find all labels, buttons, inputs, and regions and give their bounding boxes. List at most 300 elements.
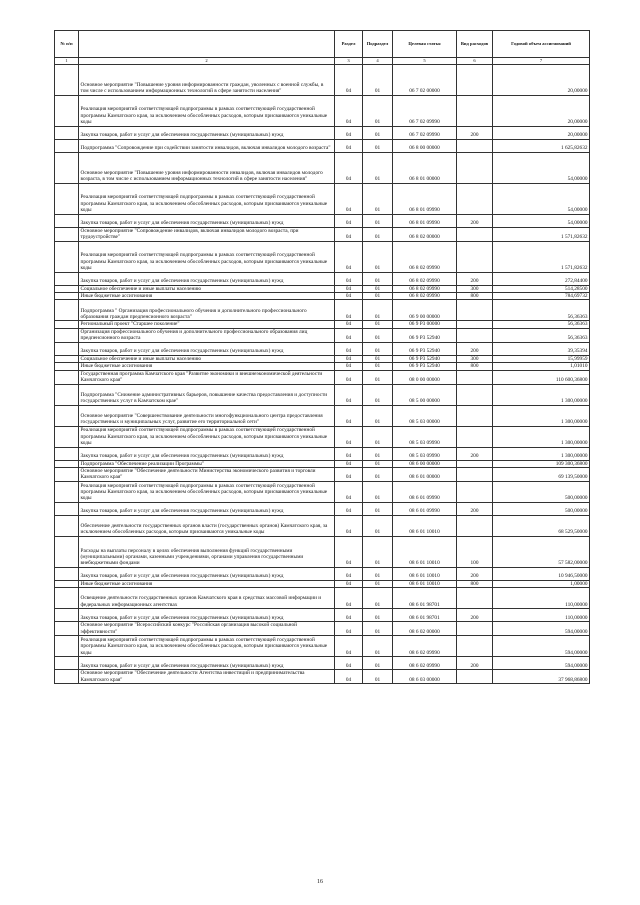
row-name-cell: Закупка товаров, работ и услуг для обеспечения государственных (муниципальных) нужд xyxy=(79,342,335,355)
row-subsection-cell: 01 xyxy=(363,670,393,684)
row-section-cell: 04 xyxy=(335,152,363,183)
row-target-item-cell: 06 9 00 00000 xyxy=(393,300,457,321)
row-expense-type-cell: 200 xyxy=(457,272,493,285)
row-target-item-cell: 08 6 01 98701 xyxy=(393,588,457,609)
row-number-cell xyxy=(55,609,79,622)
row-number-cell xyxy=(55,126,79,139)
table-row xyxy=(55,300,590,321)
table-row xyxy=(55,670,590,684)
row-name-cell: Подпрограмма "Обеспечение реализации Программы" xyxy=(79,460,335,467)
table-row xyxy=(55,657,590,670)
row-name-cell: Закупка товаров, работ и услуг для обеспечения государственных (муниципальных) нужд xyxy=(79,609,335,622)
row-name-cell: Закупка товаров, работ и услуг для обеспечения государственных (муниципальных) нужд xyxy=(79,126,335,139)
row-name-cell: Основное мероприятие "Совершенствование деятельности многофункционального центра предоставления государственных и муниципальных услуг, развитие его территориальной сети" xyxy=(79,405,335,426)
row-amount-cell: 110,00000 xyxy=(493,588,590,609)
row-subsection-cell: 01 xyxy=(363,292,393,299)
row-target-item-cell: 06 8 01 09990 xyxy=(393,183,457,214)
row-subsection-cell: 01 xyxy=(363,342,393,355)
row-number-cell xyxy=(55,321,79,328)
row-subsection-cell: 01 xyxy=(363,152,393,183)
row-number-cell xyxy=(55,580,79,587)
row-expense-type-cell xyxy=(457,328,493,342)
column-number: 7 xyxy=(493,58,590,65)
row-target-item-cell: 08 6 01 10010 xyxy=(393,580,457,587)
row-amount-cell: 39,35394 xyxy=(493,342,590,355)
row-subsection-cell: 01 xyxy=(363,588,393,609)
row-amount-cell: 784,69732 xyxy=(493,292,590,299)
row-name-cell: Закупка товаров, работ и услуг для обеспечения государственных (муниципальных) нужд xyxy=(79,567,335,580)
row-section-cell: 04 xyxy=(335,426,363,447)
row-number-cell xyxy=(55,227,79,241)
row-subsection-cell: 01 xyxy=(363,95,393,126)
row-name-cell: Закупка товаров, работ и услуг для обеспечения государственных (муниципальных) нужд xyxy=(79,447,335,460)
row-target-item-cell: 06 7 02 09990 xyxy=(393,126,457,139)
row-amount-cell: 54,00000 xyxy=(493,152,590,183)
row-subsection-cell: 01 xyxy=(363,536,393,567)
table-row xyxy=(55,321,590,328)
row-name-cell: Закупка товаров, работ и услуг для обеспечения государственных (муниципальных) нужд xyxy=(79,272,335,285)
header-subsection: Подраздел xyxy=(363,31,393,58)
row-name-cell: Реализация мероприятий соответствующей подпрограммы в рамках соответствующей государственной программы Камчатского края, за исключением обособленных расходов, которым присваиваются уникальные коды xyxy=(79,241,335,272)
row-subsection-cell: 01 xyxy=(363,64,393,95)
row-section-cell: 04 xyxy=(335,636,363,657)
row-number-cell xyxy=(55,536,79,567)
row-amount-cell: 500,00000 xyxy=(493,502,590,515)
column-number: 2 xyxy=(79,58,335,65)
row-number-cell xyxy=(55,670,79,684)
column-number: 6 xyxy=(457,58,493,65)
header-annual-amount: Годовой объем ассигнований xyxy=(493,31,590,58)
column-number: 4 xyxy=(363,58,393,65)
row-target-item-cell: 08 6 01 10010 xyxy=(393,567,457,580)
row-number-cell xyxy=(55,241,79,272)
row-expense-type-cell xyxy=(457,384,493,405)
row-subsection-cell: 01 xyxy=(363,622,393,636)
row-target-item-cell: 08 6 03 00000 xyxy=(393,670,457,684)
row-target-item-cell: 08 6 01 09990 xyxy=(393,502,457,515)
row-name-cell: Основное мероприятие "Обеспечение деятельности Агентства инвестиций и предпринимательства Камчатского края" xyxy=(79,670,335,684)
row-name-cell: Подпрограмма " Организация профессионального обучения и дополнительного профессионального образования граждан предпенсионного возраста" xyxy=(79,300,335,321)
budget-table xyxy=(54,30,590,684)
row-section-cell: 04 xyxy=(335,468,363,482)
row-subsection-cell: 01 xyxy=(363,405,393,426)
row-subsection-cell: 01 xyxy=(363,515,393,536)
table-row xyxy=(55,214,590,227)
row-amount-cell: 54,00000 xyxy=(493,183,590,214)
row-expense-type-cell xyxy=(457,405,493,426)
row-subsection-cell: 01 xyxy=(363,609,393,622)
row-section-cell: 04 xyxy=(335,328,363,342)
row-section-cell: 04 xyxy=(335,384,363,405)
row-target-item-cell: 06 8 02 00000 xyxy=(393,227,457,241)
row-target-item-cell: 06 9 P3 00000 xyxy=(393,321,457,328)
row-expense-type-cell xyxy=(457,300,493,321)
table-row xyxy=(55,567,590,580)
row-target-item-cell: 08 5 00 00000 xyxy=(393,384,457,405)
row-number-cell xyxy=(55,447,79,460)
row-section-cell: 04 xyxy=(335,64,363,95)
row-name-cell: Реализация мероприятий соответствующей подпрограммы в рамках соответствующей государственной программы Камчатского края, за исключением обособленных расходов, которым присваиваются уникальные коды xyxy=(79,426,335,447)
row-expense-type-cell xyxy=(457,588,493,609)
row-name-cell: Социальное обеспечение и иные выплаты населению xyxy=(79,285,335,292)
row-expense-type-cell xyxy=(457,460,493,467)
row-expense-type-cell xyxy=(457,139,493,152)
row-number-cell xyxy=(55,567,79,580)
row-amount-cell: 37 968,86800 xyxy=(493,670,590,684)
column-number-row xyxy=(55,58,590,65)
row-number-cell xyxy=(55,363,79,370)
row-target-item-cell: 08 5 03 09990 xyxy=(393,426,457,447)
row-section-cell: 04 xyxy=(335,126,363,139)
row-subsection-cell: 01 xyxy=(363,355,393,362)
table-row xyxy=(55,460,590,467)
row-target-item-cell: 06 9 P3 52940 xyxy=(393,355,457,362)
row-number-cell xyxy=(55,636,79,657)
row-expense-type-cell xyxy=(457,468,493,482)
row-section-cell: 04 xyxy=(335,363,363,370)
row-subsection-cell: 01 xyxy=(363,384,393,405)
row-expense-type-cell: 300 xyxy=(457,285,493,292)
table-header xyxy=(55,31,590,65)
row-subsection-cell: 01 xyxy=(363,460,393,467)
row-number-cell xyxy=(55,214,79,227)
row-amount-cell: 10 946,50000 xyxy=(493,567,590,580)
row-subsection-cell: 01 xyxy=(363,126,393,139)
row-name-cell: Основное мероприятие "Обеспечение деятельности Министерства экономического развития и торговли Камчатского края" xyxy=(79,468,335,482)
row-number-cell xyxy=(55,426,79,447)
row-section-cell: 04 xyxy=(335,481,363,502)
row-section-cell: 04 xyxy=(335,241,363,272)
row-expense-type-cell: 200 xyxy=(457,342,493,355)
row-section-cell: 04 xyxy=(335,139,363,152)
table-row xyxy=(55,292,590,299)
row-amount-cell: 109 300,36800 xyxy=(493,460,590,467)
row-section-cell: 04 xyxy=(335,342,363,355)
row-amount-cell: 20,00000 xyxy=(493,64,590,95)
row-number-cell xyxy=(55,342,79,355)
row-expense-type-cell xyxy=(457,426,493,447)
row-target-item-cell: 06 8 01 00000 xyxy=(393,152,457,183)
row-subsection-cell: 01 xyxy=(363,481,393,502)
row-subsection-cell: 01 xyxy=(363,502,393,515)
row-name-cell: Подпрограмма "Снижение административных барьеров, повышение качества предоставления и доступности государственных услуг в Камчатском крае" xyxy=(79,384,335,405)
row-expense-type-cell: 300 xyxy=(457,355,493,362)
table-row xyxy=(55,447,590,460)
table-row xyxy=(55,152,590,183)
row-number-cell xyxy=(55,300,79,321)
row-name-cell: Закупка товаров, работ и услуг для обеспечения государственных (муниципальных) нужд xyxy=(79,214,335,227)
row-section-cell: 04 xyxy=(335,657,363,670)
row-target-item-cell: 06 9 P3 52940 xyxy=(393,342,457,355)
row-subsection-cell: 01 xyxy=(363,227,393,241)
row-expense-type-cell xyxy=(457,321,493,328)
header-expense-type: Вид расходов xyxy=(457,31,493,58)
row-name-cell: Реализация мероприятий соответствующей подпрограммы в рамках соответствующей государственной программы Камчатского края, за исключением обособленных расходов, которым присваиваются уникальные коды xyxy=(79,481,335,502)
row-name-cell: Иные бюджетные ассигнования xyxy=(79,292,335,299)
row-subsection-cell: 01 xyxy=(363,370,393,384)
row-target-item-cell: 06 8 02 09990 xyxy=(393,285,457,292)
row-amount-cell: 1,01010 xyxy=(493,363,590,370)
row-section-cell: 04 xyxy=(335,622,363,636)
row-target-item-cell: 06 7 02 09990 xyxy=(393,95,457,126)
row-expense-type-cell: 200 xyxy=(457,214,493,227)
row-target-item-cell: 08 6 01 10010 xyxy=(393,536,457,567)
table-row xyxy=(55,126,590,139)
row-expense-type-cell xyxy=(457,481,493,502)
row-amount-cell: 594,00000 xyxy=(493,657,590,670)
row-number-cell xyxy=(55,328,79,342)
row-number-cell xyxy=(55,622,79,636)
row-name-cell: Организация профессионального обучения и дополнительного профессионального образования лиц предпенсионного возраста xyxy=(79,328,335,342)
row-target-item-cell: 06 8 00 00000 xyxy=(393,139,457,152)
row-number-cell xyxy=(55,152,79,183)
row-subsection-cell: 01 xyxy=(363,447,393,460)
table-row xyxy=(55,588,590,609)
header-target-item: Целевая статья xyxy=(393,31,457,58)
row-number-cell xyxy=(55,405,79,426)
row-amount-cell: 1 571,82632 xyxy=(493,227,590,241)
table-body xyxy=(55,64,590,684)
row-expense-type-cell xyxy=(457,636,493,657)
row-number-cell xyxy=(55,657,79,670)
row-amount-cell: 1,00000 xyxy=(493,580,590,587)
table-row xyxy=(55,536,590,567)
row-expense-type-cell: 200 xyxy=(457,657,493,670)
row-name-cell: Основное мероприятие "Сопровождение инвалидов, включая инвалидов молодого возраста, при трудоустройстве" xyxy=(79,227,335,241)
row-expense-type-cell xyxy=(457,227,493,241)
row-subsection-cell: 01 xyxy=(363,426,393,447)
row-subsection-cell: 01 xyxy=(363,363,393,370)
row-name-cell: Иные бюджетные ассигнования xyxy=(79,580,335,587)
row-subsection-cell: 01 xyxy=(363,300,393,321)
row-target-item-cell: 06 8 02 09990 xyxy=(393,272,457,285)
row-name-cell: Закупка товаров, работ и услуг для обеспечения государственных (муниципальных) нужд xyxy=(79,502,335,515)
row-target-item-cell: 08 0 00 00000 xyxy=(393,370,457,384)
row-target-item-cell: 06 8 02 09990 xyxy=(393,241,457,272)
row-target-item-cell: 06 9 P3 52940 xyxy=(393,328,457,342)
table-row xyxy=(55,241,590,272)
row-amount-cell: 57 582,00000 xyxy=(493,536,590,567)
row-section-cell: 04 xyxy=(335,567,363,580)
row-section-cell: 04 xyxy=(335,536,363,567)
row-name-cell: Основное мероприятие "Повышение уровня информированности граждан, уволенных с военной службы, в том числе с использованием информационных технологий в сфере занятости населения" xyxy=(79,64,335,95)
row-name-cell: Реализация мероприятий соответствующей подпрограммы в рамках соответствующей государственной программы Камчатского края, за исключением обособленных расходов, которым присваиваются уникальные коды xyxy=(79,183,335,214)
row-section-cell: 04 xyxy=(335,460,363,467)
row-section-cell: 04 xyxy=(335,502,363,515)
row-number-cell xyxy=(55,588,79,609)
row-name-cell: Закупка товаров, работ и услуг для обеспечения государственных (муниципальных) нужд xyxy=(79,657,335,670)
row-section-cell: 04 xyxy=(335,370,363,384)
row-target-item-cell: 08 6 02 09990 xyxy=(393,657,457,670)
row-target-item-cell: 08 6 00 00000 xyxy=(393,460,457,467)
row-amount-cell: 56,36363 xyxy=(493,300,590,321)
row-name-cell: Основное мероприятие "Всероссийский конкурс "Российская организация высокой социальной эффективности" xyxy=(79,622,335,636)
row-number-cell xyxy=(55,502,79,515)
row-name-cell: Государственная программа Камчатского края "Развитие экономики и внешнеэкономической деятельности Камчатского края" xyxy=(79,370,335,384)
table-row xyxy=(55,515,590,536)
row-target-item-cell: 06 8 01 09990 xyxy=(393,214,457,227)
table-row xyxy=(55,370,590,384)
row-subsection-cell: 01 xyxy=(363,241,393,272)
row-number-cell xyxy=(55,460,79,467)
table-row xyxy=(55,481,590,502)
row-subsection-cell: 01 xyxy=(363,580,393,587)
table-row xyxy=(55,95,590,126)
row-subsection-cell: 01 xyxy=(363,468,393,482)
row-section-cell: 04 xyxy=(335,515,363,536)
row-expense-type-cell: 200 xyxy=(457,447,493,460)
header-name xyxy=(79,31,335,58)
row-amount-cell: 20,00000 xyxy=(493,95,590,126)
row-expense-type-cell: 200 xyxy=(457,609,493,622)
row-name-cell: Реализация мероприятий соответствующей подпрограммы в рамках соответствующей государственной программы Камчатского края, за исключением обособленных расходов, которым присваиваются уникальные коды xyxy=(79,636,335,657)
row-amount-cell: 1 300,00000 xyxy=(493,384,590,405)
header-number: № п/п xyxy=(55,31,79,58)
row-amount-cell: 1 300,00000 xyxy=(493,447,590,460)
row-expense-type-cell xyxy=(457,152,493,183)
row-section-cell: 04 xyxy=(335,588,363,609)
row-section-cell: 04 xyxy=(335,285,363,292)
row-expense-type-cell xyxy=(457,670,493,684)
table-row xyxy=(55,183,590,214)
row-amount-cell: 1 300,00000 xyxy=(493,426,590,447)
row-section-cell: 04 xyxy=(335,292,363,299)
row-expense-type-cell: 200 xyxy=(457,126,493,139)
row-section-cell: 04 xyxy=(335,300,363,321)
table-row xyxy=(55,342,590,355)
row-amount-cell: 272,84400 xyxy=(493,272,590,285)
row-target-item-cell: 08 5 03 00000 xyxy=(393,405,457,426)
row-amount-cell: 1 571,82632 xyxy=(493,241,590,272)
row-number-cell xyxy=(55,64,79,95)
row-expense-type-cell xyxy=(457,515,493,536)
row-number-cell xyxy=(55,95,79,126)
table-row xyxy=(55,426,590,447)
row-expense-type-cell: 800 xyxy=(457,580,493,587)
row-amount-cell: 56,36363 xyxy=(493,328,590,342)
table-row xyxy=(55,355,590,362)
row-number-cell xyxy=(55,139,79,152)
table-row xyxy=(55,64,590,95)
row-subsection-cell: 01 xyxy=(363,636,393,657)
table-row xyxy=(55,405,590,426)
row-name-cell: Подпрограмма "Сопровождение при содействии занятости инвалидов, включая инвалидов молодого возраста" xyxy=(79,139,335,152)
row-expense-type-cell: 800 xyxy=(457,292,493,299)
table-row xyxy=(55,139,590,152)
row-expense-type-cell xyxy=(457,95,493,126)
table-row xyxy=(55,580,590,587)
row-number-cell xyxy=(55,370,79,384)
row-amount-cell: 500,00000 xyxy=(493,481,590,502)
row-number-cell xyxy=(55,481,79,502)
row-subsection-cell: 01 xyxy=(363,183,393,214)
row-target-item-cell: 06 8 02 09990 xyxy=(393,292,457,299)
row-amount-cell: 20,00000 xyxy=(493,126,590,139)
row-target-item-cell: 08 6 01 09990 xyxy=(393,481,457,502)
row-section-cell: 04 xyxy=(335,580,363,587)
row-section-cell: 04 xyxy=(335,183,363,214)
row-section-cell: 04 xyxy=(335,447,363,460)
row-number-cell xyxy=(55,272,79,285)
table-row xyxy=(55,285,590,292)
row-subsection-cell: 01 xyxy=(363,567,393,580)
row-target-item-cell: 08 6 02 09990 xyxy=(393,636,457,657)
row-name-cell: Освещение деятельности государственных органов Камчатского края в средствах массовой информации и федеральных информационных агентствах xyxy=(79,588,335,609)
row-section-cell: 04 xyxy=(335,670,363,684)
column-number: 3 xyxy=(335,58,363,65)
page-number: 16 xyxy=(317,879,323,885)
row-amount-cell: 1 300,00000 xyxy=(493,405,590,426)
row-number-cell xyxy=(55,468,79,482)
row-amount-cell: 15,99959 xyxy=(493,355,590,362)
table-row xyxy=(55,363,590,370)
row-name-cell: Региональный проект "Старшее поколение" xyxy=(79,321,335,328)
row-amount-cell: 594,00000 xyxy=(493,636,590,657)
row-amount-cell: 594,00000 xyxy=(493,622,590,636)
table-row xyxy=(55,384,590,405)
table-row xyxy=(55,227,590,241)
row-number-cell xyxy=(55,285,79,292)
table-row xyxy=(55,636,590,657)
row-amount-cell: 56,36363 xyxy=(493,321,590,328)
row-amount-cell: 69 139,50000 xyxy=(493,468,590,482)
row-expense-type-cell xyxy=(457,622,493,636)
row-section-cell: 04 xyxy=(335,214,363,227)
row-number-cell xyxy=(55,355,79,362)
row-expense-type-cell xyxy=(457,370,493,384)
column-number: 1 xyxy=(55,58,79,65)
row-subsection-cell: 01 xyxy=(363,139,393,152)
row-section-cell: 04 xyxy=(335,609,363,622)
row-target-item-cell: 08 6 02 00000 xyxy=(393,622,457,636)
row-section-cell: 04 xyxy=(335,321,363,328)
row-subsection-cell: 01 xyxy=(363,657,393,670)
row-expense-type-cell: 200 xyxy=(457,567,493,580)
row-subsection-cell: 01 xyxy=(363,272,393,285)
row-expense-type-cell: 800 xyxy=(457,363,493,370)
table-row xyxy=(55,328,590,342)
table-row xyxy=(55,502,590,515)
row-expense-type-cell: 200 xyxy=(457,502,493,515)
row-subsection-cell: 01 xyxy=(363,321,393,328)
row-number-cell xyxy=(55,384,79,405)
row-subsection-cell: 01 xyxy=(363,328,393,342)
row-target-item-cell: 06 9 P3 52940 xyxy=(393,363,457,370)
row-section-cell: 04 xyxy=(335,227,363,241)
row-expense-type-cell xyxy=(457,64,493,95)
table-row xyxy=(55,272,590,285)
table-row xyxy=(55,468,590,482)
row-amount-cell: 1 625,82632 xyxy=(493,139,590,152)
row-amount-cell: 514,28500 xyxy=(493,285,590,292)
row-name-cell: Реализация мероприятий соответствующей подпрограммы в рамках соответствующей государственной программы Камчатского края, за исключением обособленных расходов, которым присваиваются уникальные коды xyxy=(79,95,335,126)
row-target-item-cell: 08 6 01 00000 xyxy=(393,468,457,482)
table-row xyxy=(55,609,590,622)
row-amount-cell: 68 529,50000 xyxy=(493,515,590,536)
row-section-cell: 04 xyxy=(335,95,363,126)
row-expense-type-cell: 100 xyxy=(457,536,493,567)
row-number-cell xyxy=(55,183,79,214)
row-amount-cell: 110,00000 xyxy=(493,609,590,622)
row-name-cell: Обеспечение деятельности государственных органов власти (государственных органов) Камчатского края, за исключением обособленных расходов, которым присваиваются уникальные коды xyxy=(79,515,335,536)
row-section-cell: 04 xyxy=(335,405,363,426)
row-expense-type-cell xyxy=(457,183,493,214)
row-name-cell: Социальное обеспечение и иные выплаты населению xyxy=(79,355,335,362)
row-section-cell: 04 xyxy=(335,355,363,362)
row-number-cell xyxy=(55,292,79,299)
row-expense-type-cell xyxy=(457,241,493,272)
row-name-cell: Расходы на выплаты персоналу в целях обеспечения выполнения функций государственными (муниципальными) органами, казенными учреждениями, органами управления государственными внебюджетными фондами xyxy=(79,536,335,567)
